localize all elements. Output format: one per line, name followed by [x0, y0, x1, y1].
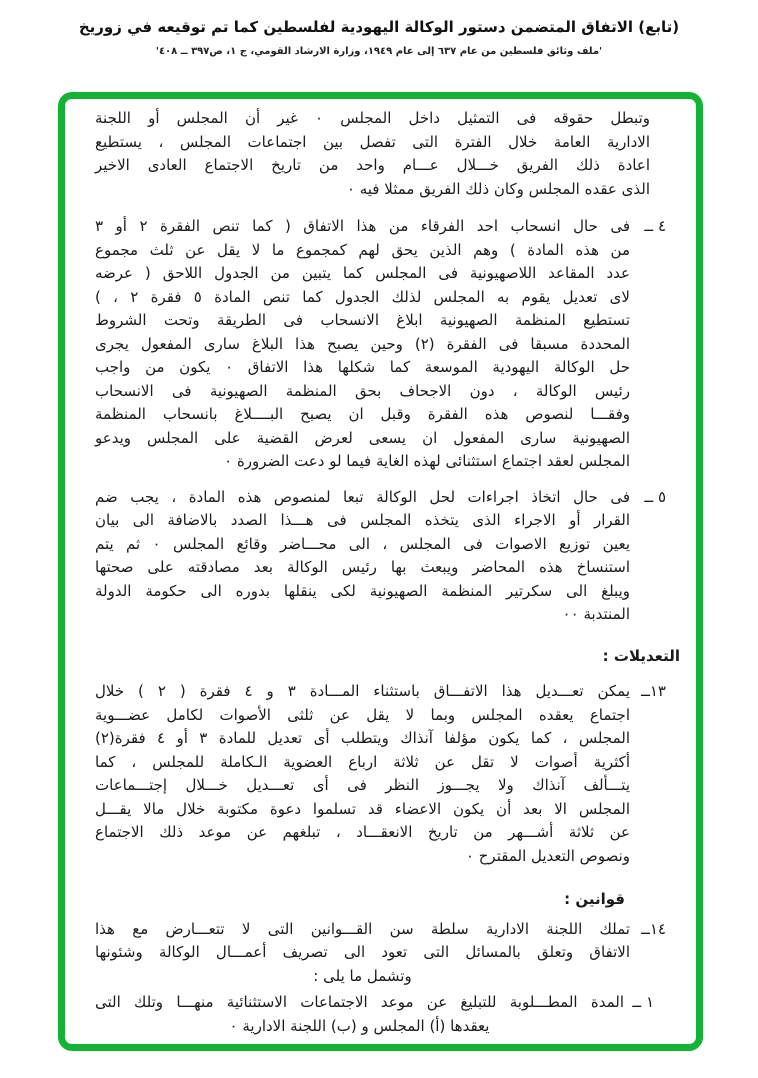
clause-14-number: ١٤ــ — [641, 919, 666, 938]
text-line: ويبلغ الى سكرتير المنظمة الصهيونية لكى ينقلها بدوره الى حكومة الدولة — [95, 581, 630, 600]
text-line: فى حال انسحاب احد الفرقاء من هذا الاتفاق ( كما تنص الفقرة ٢ أو ٣ — [95, 217, 630, 235]
clause-14 — [95, 918, 666, 989]
text-line: حل الوكالة اليهودية الموسعة كما شكلها هذا الاتفاق ٠ يكون من واجب — [95, 358, 630, 376]
clause-14-sub-item-1 — [95, 991, 654, 1038]
laws-heading: قوانين : — [564, 890, 625, 908]
clause-13-text — [95, 680, 630, 868]
text-line: الاتفاق وتعلق بالمسائل التى تعود الى تصريف أعمـــال الوكالة وشئونها — [95, 943, 630, 961]
text-line: اعادة ذلك الفريق خـــلال عـــام واحد من تاريخ الاجتماع العادى الاخير — [95, 156, 650, 174]
text-line: وتشمل ما يلى : — [313, 966, 412, 985]
text-line: وتبطل حقوقه فى التمثيل داخل المجلس ٠ غير أن المجلس أو اللجنة — [95, 109, 650, 127]
text-line: تستطيع المنظمة الصهيونية ابلاغ الانسحاب فى الطريقة وتحت الشروط — [95, 311, 630, 329]
clause-13-number: ١٣ــ — [641, 682, 666, 700]
text-line: استنساخ هذه المحاضر ويبعث بها رئيس الوكالة بعد مصادقته على صحتها — [95, 558, 630, 576]
text-line: رئيس الوكالة ، دون الاجحاف بحق المنظمة الصهيونية فى الانسحاب — [95, 381, 630, 400]
text-line: القرار أو الاجراء الذى يتخذه المجلس فى هـــذا الصدد بالاضافة الى بيان — [95, 511, 630, 529]
text-line: المجلس ، كما يكون مؤلفا آنذاك ويتطلب أى تعديل للمادة ٣ أو ٤ فقرة(٢) — [95, 729, 630, 747]
text-line: وفقـــا لنصوص هذه الفقرة وقبل ان يصبح البــــلاغ بانسحاب المنظمة — [95, 405, 630, 423]
sub-item-1-number: ١ ــ — [632, 993, 654, 1011]
text-line: الصهيونية سارى المفعول ان يسعى لعرض القضية على المجلس ويدعو — [95, 428, 630, 447]
text-line: يعقدها (أ) المجلس و (ب) اللجنة الادارية ٠ — [229, 1016, 490, 1035]
clause-5 — [95, 486, 666, 627]
text-line: فى حال اتخاذ اجراءات لحل الوكالة تبعا لمنصوص هذه المادة ، يجب ضم — [95, 487, 630, 506]
text-line: المنتدبة ٠٠ — [562, 605, 630, 623]
source-citation: 'ملف وثائق فلسطين من عام ٦٣٧ إلى عام ١٩٤٩، وزارة الارشاد القومي، ج ١، ص٣٩٧ ــ ٤٠٨' — [155, 46, 603, 57]
text-line: الادارية العامة خلال الفترة التى تفصل بين اجتماعات المجلس ، يستطيع — [95, 132, 650, 151]
text-line: عن ثلاثة أشـــهر من تاريخ الانعقـــاد ، تبلغهم عن موعد ذلك الاجتماع — [95, 823, 630, 841]
text-line: الذى عقده المجلس وكان ذلك الفريق ممثلا فيه ٠ — [346, 179, 650, 198]
text-line: المجلس لعقد اجتماع استثنائى لهذه الغاية فيما لو دعت الضرورة ٠ — [224, 452, 630, 470]
clause-5-number: ٥ ــ — [644, 487, 666, 506]
clause-5-text — [95, 486, 630, 627]
text-line: ونصوص التعديل المقترح ٠ — [465, 846, 630, 865]
clause-4-text — [95, 215, 630, 474]
text-line: لاى تعديل يقوم به المجلس لذلك الجدول كما تنص المادة ٥ فقرة ٢ ، ) — [95, 287, 630, 306]
text-line: اجتماع يعقده المجلس وبما لا يقل عن ثلثى الأصوات لكامل عضـــوية — [95, 705, 630, 724]
intro-paragraph — [95, 107, 650, 201]
text-line: يمكن تعـــديل هذا الاتفـــاق باستثناء المـــادة ٣ و ٤ فقرة ( ٢ ) خلال — [95, 682, 630, 700]
text-line: المجلس الا بعد أن يكون الاعضاء قد تسلموا دعوة مكتوبة خلال مالا يقـــل — [95, 799, 630, 818]
sub-item-1-text — [95, 991, 624, 1038]
text-line: تملك اللجنة الادارية سلطة سن القـــوانين التى لا تتعـــارض مع هذا — [95, 919, 630, 938]
clause-14-text — [95, 918, 630, 989]
text-line: أكثرية أصوات لا تقل عن ثلاثة ارباع العضوية الـكاملة للمجلس ، كما — [95, 752, 630, 771]
text-line: من هذه المادة ) وهم الذين يحق لهم كمجموع ما لا يقل عن ثلث مجموع — [95, 240, 630, 259]
text-line: يتـــألف آنذاك ولا يجـــوز النظر فى أى تعـــديل خـــلال إجتـــماعات — [95, 776, 630, 794]
clause-4-number: ٤ ــ — [644, 217, 666, 235]
page-header — [0, 14, 758, 62]
amendments-heading: التعديلات : — [602, 646, 680, 665]
document-title: (تابع) الاتفاق المتضمن دستور الوكالة اليهودية لفلسطين كما تم توقيعه في زوريخ — [78, 18, 680, 36]
text-line: يعين توزيع الاصوات فى المجلس ، الى محـــاضر وقائع المجلس ٠ ثم يتم — [95, 534, 630, 553]
clause-13 — [95, 680, 666, 868]
clause-4 — [95, 215, 666, 474]
text-line: المدة المطـــلوبة للتبليغ عن موعد الاجتماعات الاستثنائية منهـــا وتلك التى — [95, 993, 624, 1011]
document-body — [65, 99, 696, 1044]
text-line: عدد المقاعد اللاصهيونية فى المجلس كما يتبين من الجدول اللاحق ( عرضه — [95, 264, 630, 282]
text-line: المحددة مسبقا فى الفقرة (٢) وحين يصبح هذا البلاغ سارى المفعول يجرى — [95, 334, 630, 353]
